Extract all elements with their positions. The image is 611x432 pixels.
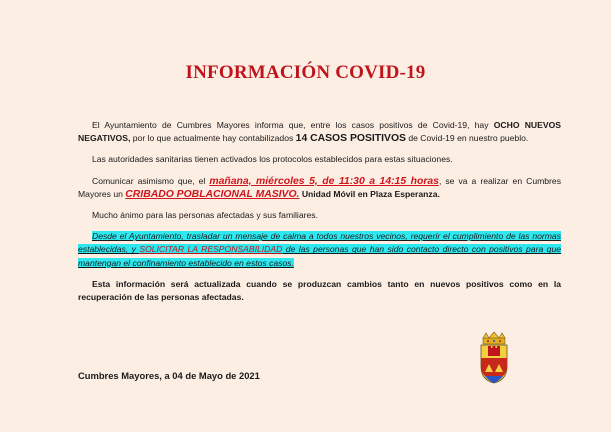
p1-text-1: El Ayuntamiento de Cumbres Mayores informa que, entre los casos positivos de Covid-19, hay (92, 120, 494, 130)
paragraph-protocols: Las autoridades sanitarias tienen activados los protocolos establecidos para estas situaciones. (92, 154, 453, 165)
p3-text-2: , se va a realizar en Cumbres Mayores un (78, 175, 561, 199)
paragraph-updates: Esta información será actualizada cuando se produzcan cambios tanto en nuevos positivos como en la recuperación de las personas afectadas. (78, 278, 561, 303)
p5-highlight-1: Desde el Ayuntamiento, trasladar un mensaje de calma a todos nuestros vecinos, requerir el cumplimiento de las normas establecidas, y (78, 231, 561, 255)
p5-highlight-responsibility: SOLICITAR LA RESPONSABILIDAD (139, 244, 283, 255)
paragraph-encouragement: Mucho ánimo para las personas afectadas y sus familiares. (92, 210, 318, 221)
paragraph-screening (78, 175, 561, 201)
p3-screening-title: CRIBADO POBLACIONAL MASIVO. (125, 188, 300, 200)
document-body (78, 119, 561, 312)
p3-date-time: mañana, miércoles 5, de 11:30 a 14:15 horas (209, 175, 439, 187)
paragraph-negatives (78, 119, 561, 145)
page-title: INFORMACIÓN COVID-19 (185, 62, 426, 83)
p1-bold-negatives: OCHO NUEVOS NEGATIVOS, (78, 120, 561, 144)
p3-text-1: Comunicar asimismo que, el (92, 175, 210, 186)
p1-bold-positives: 14 CASOS POSITIVOS (295, 133, 406, 145)
coat-of-arms-icon (477, 332, 511, 384)
p1-text-3: de Covid-19 en nuestro pueblo. (405, 133, 529, 144)
paragraph-highlighted-message (78, 230, 561, 270)
p3-mobile-unit: Unidad Móvil en Plaza Esperanza. (299, 188, 440, 199)
signature-date: Cumbres Mayores, a 04 de Mayo de 2021 (78, 370, 260, 381)
p5-highlight-2: de las personas que han sido contacto directo con positivos para que mantengan el confinamiento establecido en estos casos. (78, 244, 562, 268)
p1-text-2: por lo que actualmente hay contabilizados (130, 133, 296, 144)
